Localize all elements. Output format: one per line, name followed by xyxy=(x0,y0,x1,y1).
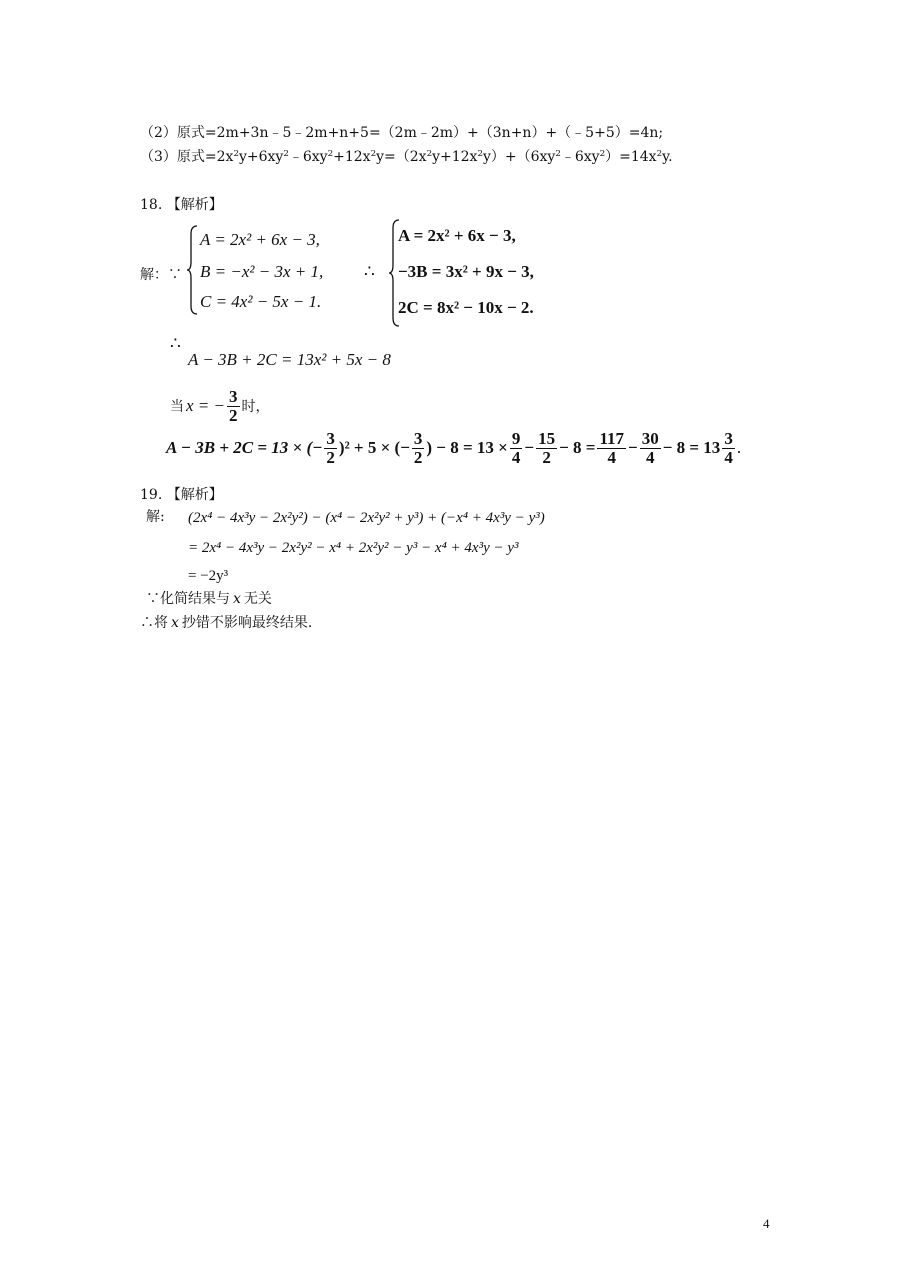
q19-heading: 19. 【解析】 xyxy=(140,487,223,503)
left-brace-icon xyxy=(186,224,198,316)
eq-3b: −3B = 3x² + 9x − 3, xyxy=(398,262,534,281)
q19-eq2: = 2x⁴ − 4x³y − 2x²y² − x⁴ + 2x²y² − y³ − x⁴ + 4x³y − y³ xyxy=(188,540,519,556)
conclusion-line: ∴将 x 抄错不影响最终结果. xyxy=(140,615,313,631)
therefore-symbol: ∴ xyxy=(364,262,375,281)
q19-jie: 解: xyxy=(146,509,165,525)
q18-heading: 18. 【解析】 xyxy=(140,197,223,213)
eq-a: A = 2x² + 6x − 3, xyxy=(200,230,320,249)
eq-c: C = 4x² − 5x − 1. xyxy=(200,292,322,311)
therefore-symbol-2: ∴ xyxy=(170,334,181,353)
solution-line-3: （3）原式$=2x^2y+6xy^2﹣6xy^2+12x^2y=(2x^2y+12x^2y)+(6xy^2﹣6xy^2)=14x^2y$. xyxy=(140,149,673,165)
q19-eq3: = −2y³ xyxy=(188,568,229,584)
eq-b: B = −x² − 3x + 1, xyxy=(200,262,324,281)
result-expression: A − 3B + 2C = 13x² + 5x − 8 xyxy=(188,350,391,369)
q19-eq1: (2x⁴ − 4x³y − 2x²y²) − (x⁴ − 2x²y² + y³) + (−x⁴ + 4x³y − y³) xyxy=(188,510,545,526)
page-number: 4 xyxy=(763,1216,770,1231)
q18-given: 解：∵ xyxy=(140,267,182,283)
because-line: ∵化简结果与 x 无关 xyxy=(146,591,272,607)
eq-2c: 2C = 8x² − 10x − 2. xyxy=(398,298,534,317)
solution-line-2: （2）原式=2m+3n﹣5﹣2m+n+5=（2m﹣2m）+（3n+n）+（﹣5+5）=4n; xyxy=(140,125,664,141)
eq-a2: A = 2x² + 6x − 3, xyxy=(398,226,516,245)
when-clause: 当 x = − $\frac{3}{2}$ 时， xyxy=(170,387,270,425)
calculation-line: A − 3B + 2C = 13 × (− $\frac{3}{2}$ )² + 5 × (− $\frac{3}{2}$ ) − 8 = 13 × $\frac{9}{4}$ − $\frac{15}{2}$ − 8 = $\frac{117}{4}$ − $\frac{30}{4}$ − 8 = 13 $\frac{3}{4}$ . xyxy=(166,429,742,467)
